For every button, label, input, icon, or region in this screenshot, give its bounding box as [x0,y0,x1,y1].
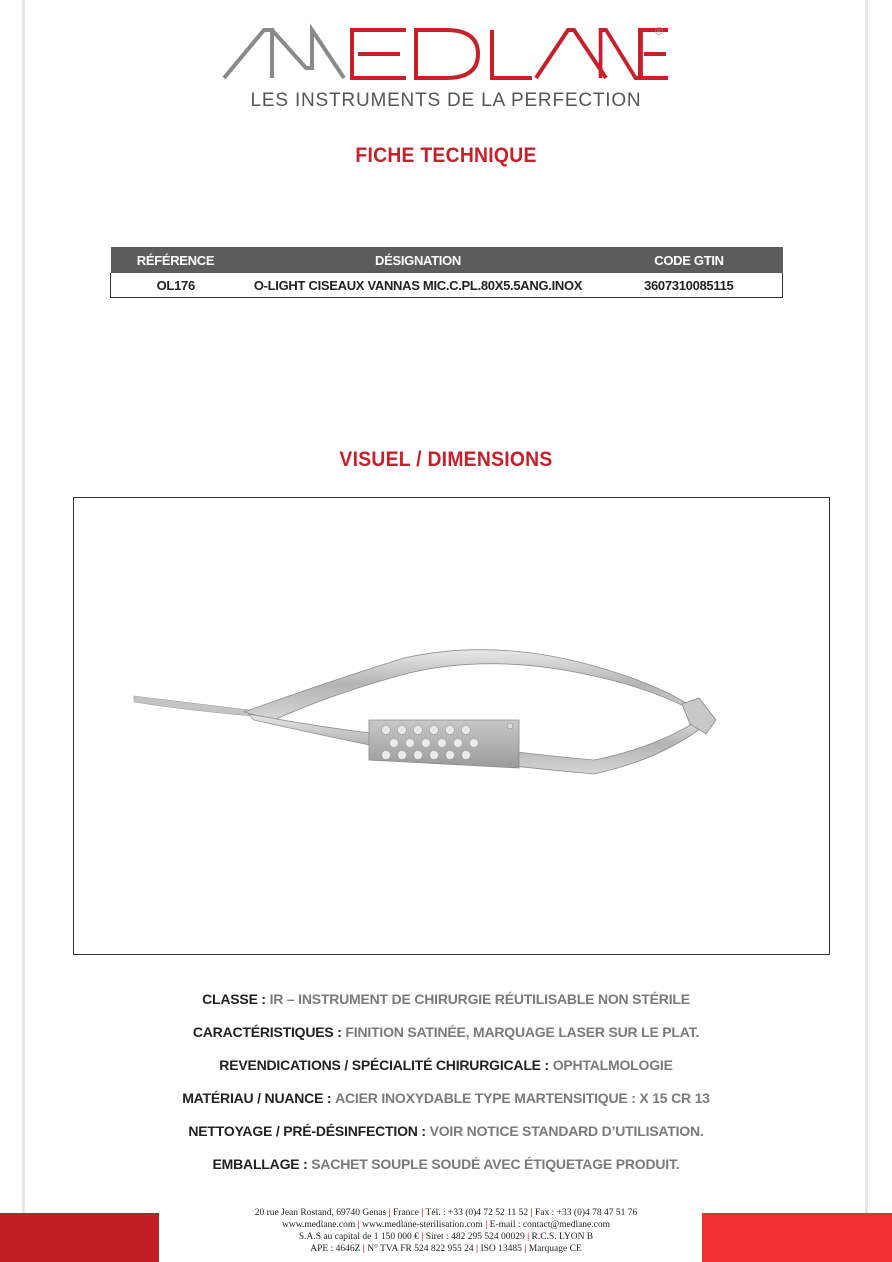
registered-mark: ® [655,26,664,38]
spec-value: FINITION SATINÉE, MARQUAGE LASER SUR LE PLAT. [345,1024,700,1040]
footer-phone: Tél. : +33 (0)4 72 52 11 52 [425,1208,529,1218]
footer-email[interactable]: E-mail : contact@medlane.com [489,1220,610,1230]
brand-tagline: LES INSTRUMENTS DE LA PERFECTION [250,90,642,111]
cell-reference: OL176 [111,273,241,298]
cell-code-gtin: 3607310085115 [596,273,783,298]
footer-separator: | [527,1232,530,1242]
footer-line-address [0,1207,892,1219]
footer-separator: | [524,1244,527,1254]
footer-capital: S.A.S au capital de 1 150 000 € [298,1232,419,1242]
spec-revendications [0,1055,892,1088]
scissors-icon [74,498,831,956]
reference-table [110,247,783,298]
spec-nettoyage [0,1121,892,1154]
footer-line-legal [0,1231,892,1243]
spec-label: NETTOYAGE / PRÉ-DÉSINFECTION : [188,1123,426,1139]
footer-separator: | [357,1220,360,1230]
footer-separator: | [421,1232,424,1242]
footer-separator: | [475,1244,479,1254]
footer-separator: | [362,1244,365,1254]
footer-country: France [393,1208,419,1218]
spec-value: VOIR NOTICE STANDARD D’UTILISATION. [429,1123,704,1139]
footer-address: 20 rue Jean Rostand, 69740 Genas [254,1208,387,1218]
spec-value: SACHET SOUPLE SOUDÉ AVEC ÉTIQUETAGE PRODUIT. [311,1156,680,1172]
cell-designation: O-LIGHT CISEAUX VANNAS MIC.C.PL.80X5.5ANG.INOX [241,273,596,298]
footer-website-link[interactable]: www.medlane.com [281,1220,356,1230]
footer-separator: | [485,1220,488,1230]
fiche-technique-title: FICHE TECHNIQUE [355,144,537,167]
spec-value: OPHTALMOLOGIE [552,1057,673,1073]
footer-separator: | [421,1208,424,1218]
footer-fax: Fax : +33 (0)4 78 47 51 76 [535,1208,638,1218]
spec-materiau [0,1088,892,1121]
footer-contact [0,1207,892,1255]
spec-value: IR – INSTRUMENT DE CHIRURGIE RÉUTILISABLE NON STÉRILE [265,991,690,1007]
table-row [111,273,783,298]
spec-label: CARACTÉRISTIQUES : [192,1024,342,1040]
medlane-logo-graphic [220,22,680,92]
spec-value: ACIER INOXYDABLE TYPE MARTENSITIQUE : X 15 CR 13 [335,1090,710,1106]
footer-tva: N° TVA FR 524 822 955 24 [367,1244,474,1254]
spec-caracteristiques [0,1022,892,1055]
product-image-frame [73,497,830,955]
header-reference: RÉFÉRENCE [111,247,241,273]
footer-iso: ISO 13485 [480,1244,522,1254]
footer-siret: Siret : 482 295 524 00029 [425,1232,525,1242]
footer-separator: | [530,1208,533,1218]
header-designation: DÉSIGNATION [241,247,596,273]
reference-table-header [111,247,783,273]
spec-label: REVENDICATIONS / SPÉCIALITÉ CHIRURGICALE : [219,1057,549,1073]
footer-line-web [0,1219,892,1231]
spec-classe [0,989,892,1022]
spec-label: MATÉRIAU / NUANCE : [182,1090,332,1106]
visuel-dimensions-title: VISUEL / DIMENSIONS [339,448,553,471]
footer-ape: APE : 4646Z [310,1244,361,1254]
spec-emballage [0,1154,892,1187]
header-code-gtin: CODE GTIN [596,247,783,273]
specifications-list [0,989,892,1187]
spec-label: EMBALLAGE : [212,1156,308,1172]
footer-rcs: R.C.S. LYON B [531,1232,594,1242]
footer-marquage: Marquage CE [528,1244,582,1254]
footer-line-registration [0,1243,892,1255]
footer-separator: | [388,1208,391,1218]
spec-label: CLASSE : [202,991,266,1007]
footer-sterilisation-link[interactable]: www.medlane-sterilisation.com [362,1220,483,1230]
